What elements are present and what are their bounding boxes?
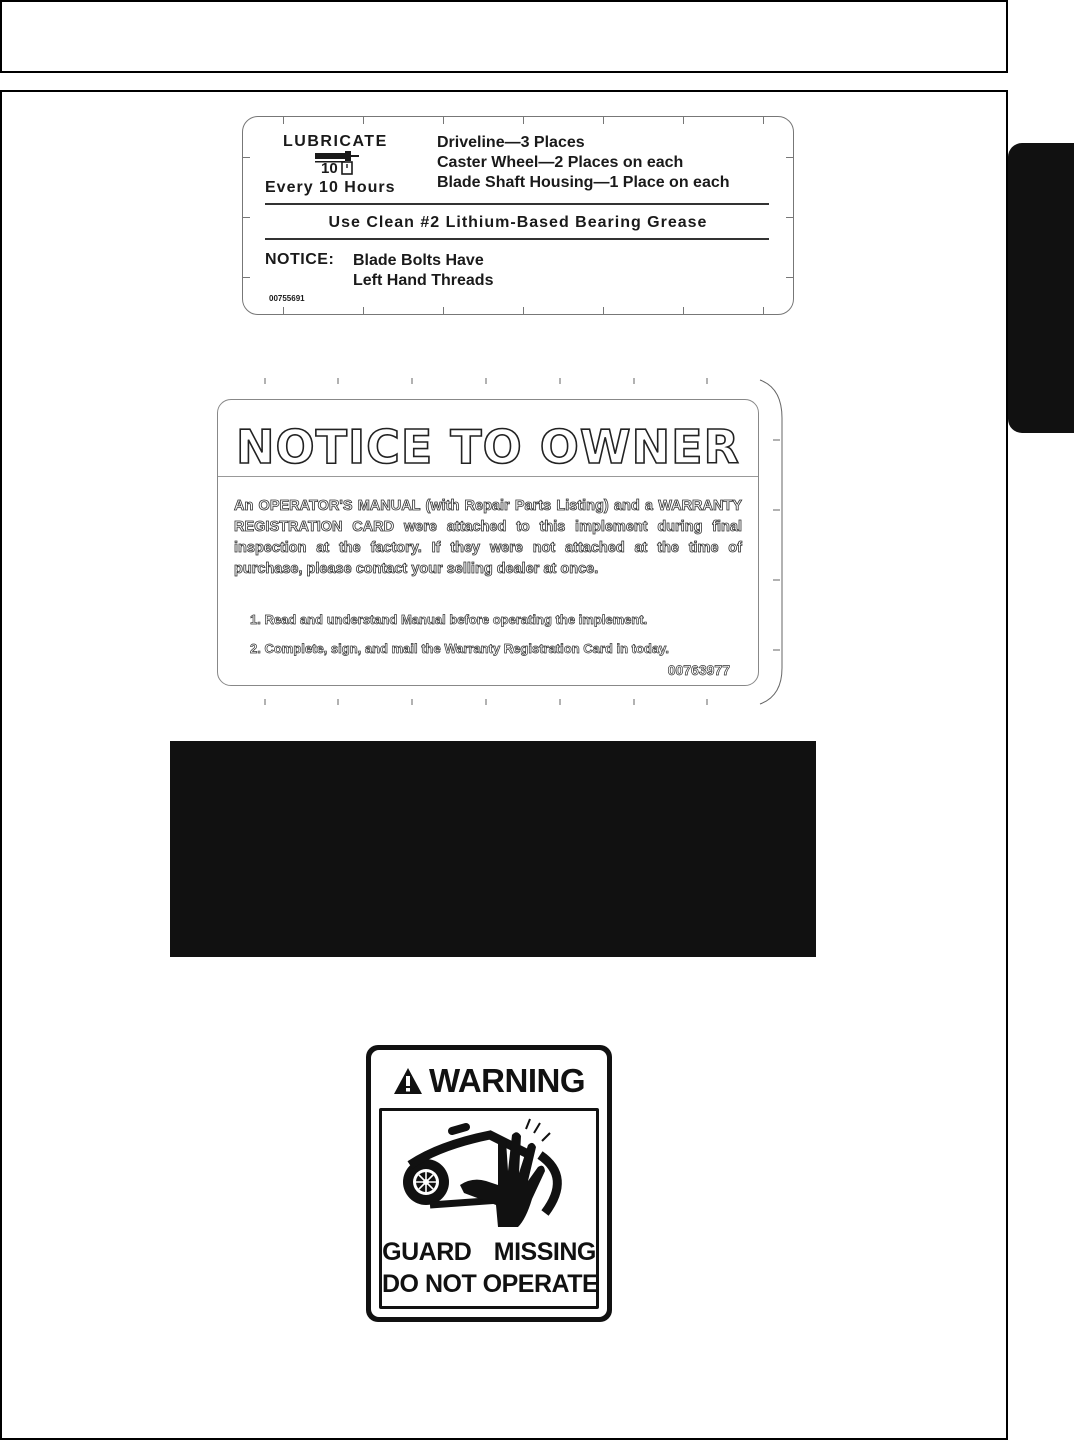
page-header-frame xyxy=(0,0,1008,73)
notice-body: An OPERATOR'S MANUAL (with Repair Parts Listing) and a WARRANTY REGISTRATION CARD were attached to this implement during final inspection at the factory. If they were not attached at the time of purchase, please contact your selling dealer at once. xyxy=(234,498,742,577)
warning-decal xyxy=(366,1045,612,1322)
lubrication-point: Driveline—3 Places xyxy=(437,134,585,151)
lubricate-interval-value: 10 xyxy=(321,160,338,177)
notice-line: Left Hand Threads xyxy=(353,272,494,289)
notice-line: Blade Bolts Have xyxy=(353,252,484,269)
warning-body xyxy=(379,1108,599,1309)
notice-item: 1. Read and understand Manual before operating the implement. xyxy=(250,612,648,627)
alert-triangle-icon xyxy=(393,1067,423,1095)
notice-text xyxy=(353,251,493,291)
notice-to-owner-decal xyxy=(210,378,785,705)
notice-title: NOTICE TO OWNER xyxy=(236,420,740,474)
notice-label: NOTICE: xyxy=(265,251,335,268)
divider xyxy=(218,476,758,477)
lubricate-title: LUBRICATE xyxy=(283,133,388,150)
lubricate-decal xyxy=(242,116,794,315)
grease-gun-icon xyxy=(313,156,363,176)
hand-entangled-in-belt-drive-icon xyxy=(400,1115,570,1233)
divider xyxy=(265,238,769,240)
grease-instruction: Use Clean #2 Lithium-Based Bearing Grease xyxy=(328,214,708,231)
redacted-decal-block xyxy=(170,741,816,957)
warning-inner xyxy=(371,1050,607,1317)
part-number: 00755691 xyxy=(269,294,305,303)
section-tab xyxy=(1008,143,1074,433)
lubrication-point: Blade Shaft Housing—1 Place on each xyxy=(437,174,730,191)
warning-line: DO NOT OPERATE xyxy=(382,1270,599,1298)
lubrication-point: Caster Wheel—2 Places on each xyxy=(437,154,684,171)
lubricate-interval-text: Every 10 Hours xyxy=(265,179,396,196)
warning-line: GUARD MISSING xyxy=(382,1238,596,1266)
part-number: 00763977 xyxy=(667,662,730,678)
divider xyxy=(265,203,769,205)
warning-panel xyxy=(382,1111,599,1306)
warning-word: WARNING xyxy=(429,1062,585,1099)
lubrication-points xyxy=(437,133,730,193)
notice-item: 2. Complete, sign, and mail the Warranty Registration Card in today. xyxy=(250,641,669,656)
warning-header xyxy=(379,1058,599,1104)
notice-panel xyxy=(217,399,759,686)
